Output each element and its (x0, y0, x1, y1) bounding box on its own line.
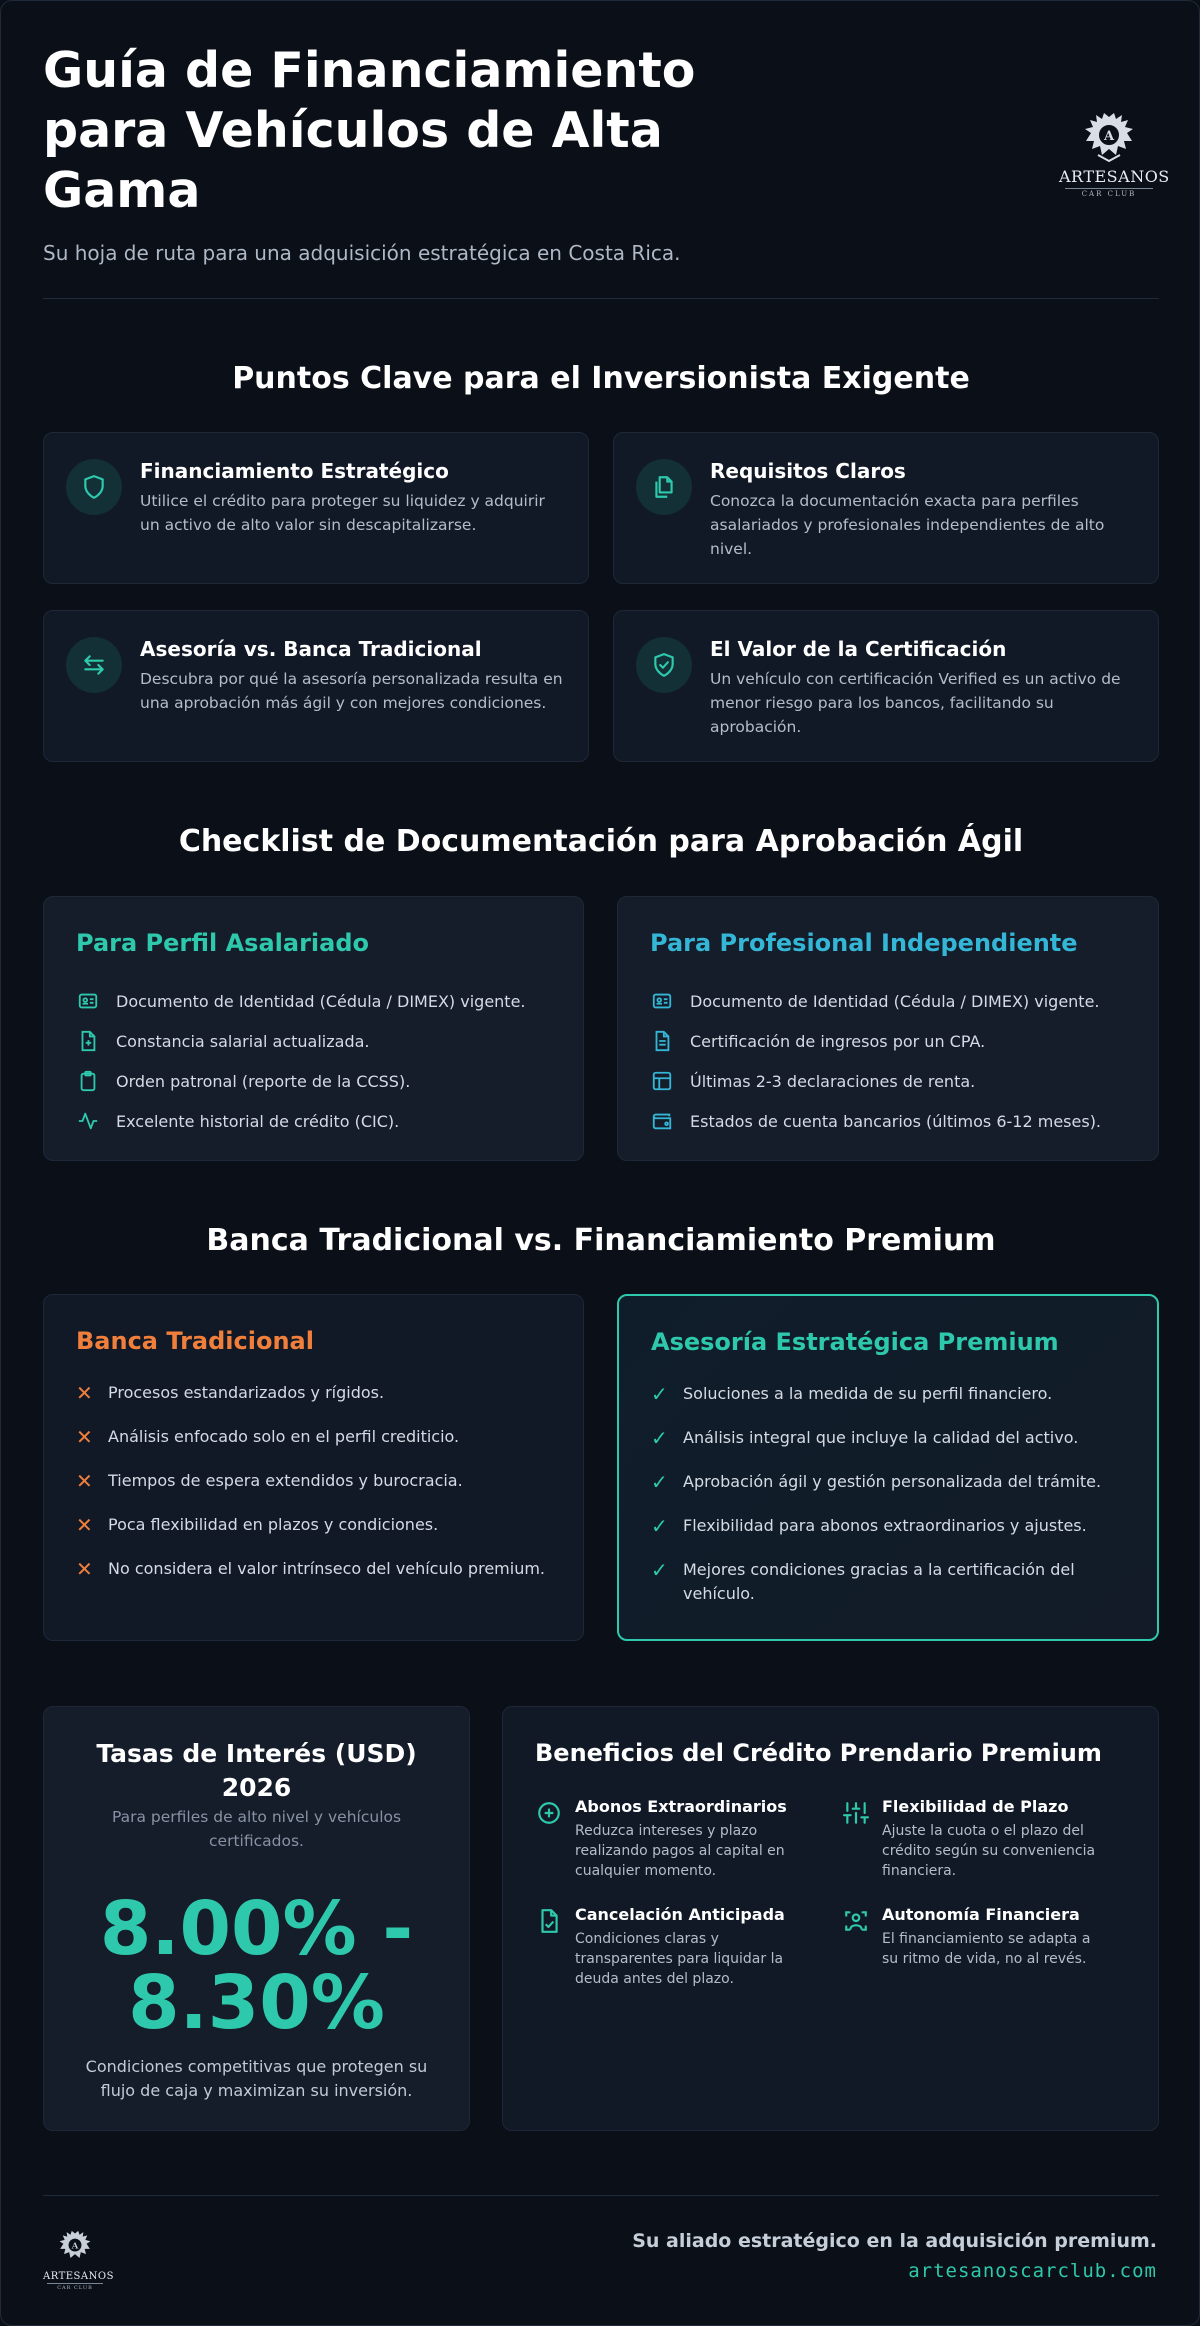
shield-icon (66, 459, 122, 515)
list-item (650, 1101, 1138, 1141)
x-mark-icon: ✕ (76, 1381, 93, 1405)
rates-subtitle: Para perfiles de alto nivel y vehículos certificados. (111, 1808, 402, 1850)
key-point-desc: Conozca la documentación exacta para perfiles asalariados y profesionales independientes de alto nivel. (710, 492, 1105, 558)
check-mark-icon: ✓ (651, 1382, 668, 1406)
list-item-text: Análisis enfocado solo en el perfil crediticio. (108, 1427, 460, 1446)
checklist-salaried-card (43, 896, 584, 1161)
brand-logo[interactable] (1059, 111, 1170, 199)
footer-divider (43, 2195, 1159, 2196)
clipboard-icon (76, 1069, 100, 1093)
benefit-title: Cancelación Anticipada (575, 1905, 785, 1924)
rates-value: 8.00% - 8.30% (99, 1886, 414, 2046)
key-point-desc: Descubra por qué la asesoría personalizada resulta en una aprobación más ágil y con mejores condiciones. (140, 670, 563, 712)
list-item-text: Procesos estandarizados y rígidos. (108, 1383, 385, 1402)
id-card-icon (650, 989, 674, 1013)
benefit-title: Autonomía Financiera (882, 1905, 1080, 1924)
checklist-salaried-title: Para Perfil Asalariado (76, 929, 370, 957)
benefit-desc: El financiamiento se adapta a su ritmo de vida, no al revés. (882, 1931, 1091, 1967)
list-item (650, 981, 1138, 1021)
key-points-title: Puntos Clave para el Inversionista Exigente (232, 361, 970, 396)
rates-title: Tasas de Interés (USD) 2026 (96, 1739, 417, 1802)
benefit-desc: Reduzca intereses y plazo realizando pagos al capital en cualquier momento. (575, 1823, 785, 1879)
user-autonomy-icon (842, 1907, 870, 1935)
benefit-title: Abonos Extraordinarios (575, 1797, 787, 1816)
list-item-text: Estados de cuenta bancarios (últimos 6-12 meses). (690, 1111, 1102, 1131)
list-item (76, 1381, 559, 1405)
list-item (651, 1514, 1133, 1538)
list-item-text: No considera el valor intrínseco del vehículo premium. (108, 1559, 545, 1578)
activity-icon (76, 1109, 100, 1133)
checklist-independent-card (617, 896, 1159, 1161)
list-item-text: Certificación de ingresos por un CPA. (690, 1031, 986, 1051)
list-item-text: Documento de Identidad (Cédula / DIMEX) vigente. (690, 991, 1100, 1011)
premium-advisory-card (617, 1294, 1159, 1641)
shield-check-icon (636, 637, 692, 693)
checklist-title: Checklist de Documentación para Aprobación Ágil (178, 824, 1024, 859)
list-item-text: Análisis integral que incluye la calidad del activo. (683, 1428, 1079, 1447)
list-item-text: Últimas 2-3 declaraciones de renta. (690, 1071, 976, 1091)
id-card-icon (76, 989, 100, 1013)
crest-icon (1078, 111, 1140, 165)
key-point-title: El Valor de la Certificación (710, 637, 1007, 661)
list-item-text: Poca flexibilidad en plazos y condiciones. (108, 1515, 439, 1534)
x-mark-icon: ✕ (76, 1513, 93, 1537)
file-check-icon (535, 1907, 563, 1935)
benefit-title: Flexibilidad de Plazo (882, 1797, 1069, 1816)
list-item (76, 1469, 559, 1493)
logo-wordmark: ARTESANOS (43, 2271, 114, 2282)
key-point-title: Asesoría vs. Banca Tradicional (140, 637, 482, 661)
x-mark-icon: ✕ (76, 1469, 93, 1493)
check-mark-icon: ✓ (651, 1514, 668, 1538)
list-item (76, 1021, 563, 1061)
x-mark-icon: ✕ (76, 1425, 93, 1449)
check-mark-icon: ✓ (651, 1470, 668, 1494)
list-item-text: Soluciones a la medida de su perfil financiero. (683, 1384, 1053, 1403)
check-mark-icon: ✓ (651, 1426, 668, 1450)
list-item (651, 1470, 1133, 1494)
list-item-text: Aprobación ágil y gestión personalizada del trámite. (683, 1472, 1102, 1491)
traditional-bank-card (43, 1294, 584, 1641)
logo-subtitle: CAR CLUB (47, 2283, 103, 2291)
list-item (76, 981, 563, 1021)
interest-rates-card (43, 1706, 470, 2131)
logo-wordmark: ARTESANOS (1059, 167, 1170, 186)
key-point-desc: Utilice el crédito para proteger su liquidez y adquirir un activo de alto valor sin descapitalizarse. (140, 492, 545, 534)
benefit-desc: Ajuste la cuota o el plazo del crédito según su conveniencia financiera. (882, 1823, 1096, 1879)
wallet-icon (650, 1109, 674, 1133)
list-item (650, 1021, 1138, 1061)
list-item (651, 1426, 1133, 1450)
list-item-text: Tiempos de espera extendidos y burocracia. (108, 1471, 463, 1490)
website-link[interactable]: artesanoscarclub.com (908, 2260, 1157, 2282)
header (43, 41, 1170, 299)
checklist-independent-list (650, 981, 1138, 1141)
list-item-text: Constancia salarial actualizada. (116, 1031, 370, 1051)
list-item (76, 1425, 559, 1449)
list-item (76, 1557, 559, 1581)
traditional-bank-list (76, 1381, 559, 1601)
key-point-desc: Un vehículo con certificación Verified es un activo de menor riesgo para los bancos, facilitando su aprobación. (710, 670, 1121, 736)
footer-tagline: Su aliado estratégico en la adquisición premium. (632, 2230, 1157, 2252)
file-text-icon (650, 1029, 674, 1053)
crest-icon (55, 2229, 95, 2265)
logo-subtitle: CAR CLUB (1065, 188, 1153, 198)
layout-icon (650, 1069, 674, 1093)
key-point-card (613, 432, 1159, 584)
key-point-card (43, 432, 589, 584)
arrows-exchange-icon (66, 637, 122, 693)
list-item-text: Excelente historial de crédito (CIC). (116, 1111, 400, 1131)
footer-logo[interactable] (43, 2229, 114, 2291)
list-item-text: Mejores condiciones gracias a la certificación del vehículo. (683, 1560, 1075, 1603)
list-item-text: Orden patronal (reporte de la CCSS). (116, 1071, 411, 1091)
page-subtitle: Su hoja de ruta para una adquisición estratégica en Costa Rica. (43, 241, 681, 265)
list-item-text: Documento de Identidad (Cédula / DIMEX) vigente. (116, 991, 526, 1011)
svg-text:A: A (1103, 129, 1115, 144)
key-point-card (43, 610, 589, 762)
benefit-desc: Condiciones claras y transparentes para liquidar la deuda antes del plazo. (575, 1931, 784, 1987)
x-mark-icon: ✕ (76, 1557, 93, 1581)
check-mark-icon: ✓ (651, 1558, 668, 1582)
comparison-title: Banca Tradicional vs. Financiamiento Premium (206, 1223, 996, 1258)
premium-advisory-title: Asesoría Estratégica Premium (651, 1328, 1059, 1356)
documents-icon (636, 459, 692, 515)
list-item-text: Flexibilidad para abonos extraordinarios y ajustes. (683, 1516, 1087, 1535)
list-item (651, 1382, 1133, 1406)
svg-text:A: A (71, 2240, 79, 2251)
key-point-title: Requisitos Claros (710, 459, 906, 483)
traditional-bank-title: Banca Tradicional (76, 1327, 314, 1355)
list-item (76, 1513, 559, 1537)
sliders-icon (842, 1799, 870, 1827)
list-item (76, 1101, 563, 1141)
plus-circle-icon (535, 1799, 563, 1827)
checklist-salaried-list (76, 981, 563, 1141)
list-item (650, 1061, 1138, 1101)
list-item (76, 1061, 563, 1101)
premium-advisory-list (651, 1382, 1133, 1626)
checklist-independent-title: Para Profesional Independiente (650, 929, 1078, 957)
key-point-title: Financiamiento Estratégico (140, 459, 449, 483)
benefits-card (502, 1706, 1159, 2131)
page-title: Guía de Financiamiento para Vehículos de Alta Gama (43, 42, 696, 219)
key-point-card (613, 610, 1159, 762)
benefits-title: Beneficios del Crédito Prendario Premium (535, 1739, 1102, 1767)
list-item (651, 1558, 1133, 1606)
rates-footnote: Condiciones competitivas que protegen su flujo de caja y maximizan su inversión. (85, 2057, 428, 2100)
file-plus-icon (76, 1029, 100, 1053)
